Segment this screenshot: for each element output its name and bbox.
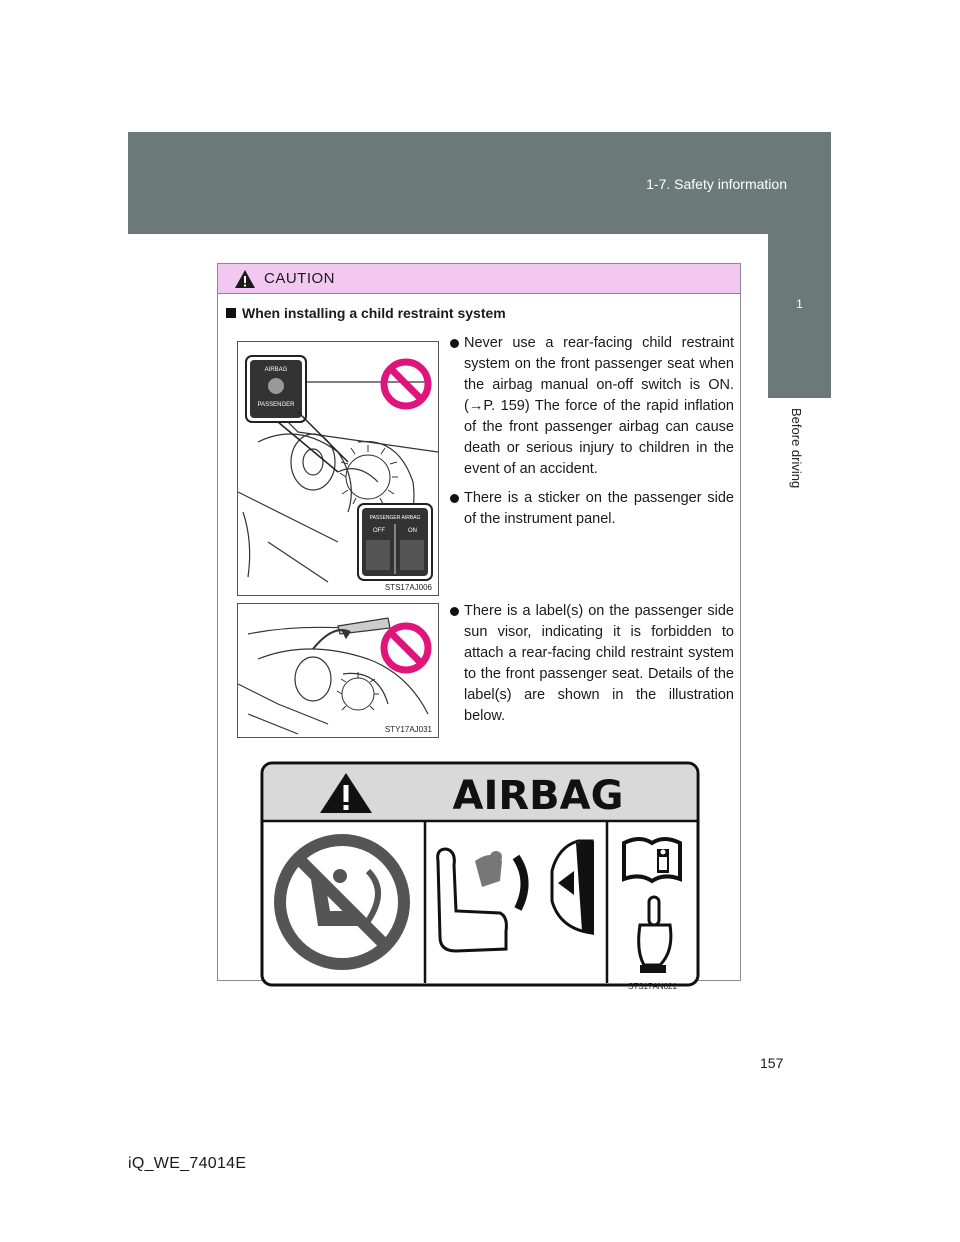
svg-text:AIRBAG: AIRBAG (452, 773, 624, 819)
dashboard-illustration (238, 342, 438, 595)
bullet-dot-icon (450, 494, 459, 503)
prohibition-icon-1 (384, 362, 428, 406)
chapter-label: Before driving (789, 408, 804, 489)
figure-sun-visor (237, 603, 439, 738)
square-bullet-icon (226, 308, 236, 318)
sun-visor-illustration (238, 604, 438, 737)
bullet-item: There is a label(s) on the passenger side sun visor, indicating it is forbidden to attach a rear-facing child restraint system to the front passenger seat. Details of the label(s) are shown in the illustration below. (446, 601, 734, 727)
svg-text:ON: ON (408, 528, 417, 534)
figure-instrument-panel (237, 341, 439, 596)
figure-code: STS17AJ006 (384, 583, 432, 592)
document-code: iQ_WE_74014E (128, 1155, 247, 1172)
caution-title: CAUTION (264, 270, 335, 287)
chapter-number: 1 (796, 297, 803, 311)
chapter-tab (768, 234, 831, 398)
svg-text:AIRBAG: AIRBAG (264, 367, 288, 373)
bullet-list-2 (446, 601, 734, 735)
bullet-dot-icon (450, 339, 459, 348)
figure-code: STY17AJ031 (384, 725, 432, 734)
page-number: 157 (760, 1055, 784, 1071)
bullet-item: Never use a rear-facing child restraint system on the front passenger seat when the airbag manual on-off switch is ON. (→P. 159) The force of the rapid inflation of the front passenger airbag can cause death or serious injury to children in the event of an accident. (446, 333, 734, 480)
airbag-burst-icon (337, 672, 379, 710)
bullet-list-1 (446, 333, 734, 538)
header-band (128, 132, 831, 234)
svg-text:PASSENGER: PASSENGER (257, 402, 295, 408)
svg-text:PASSENGER AIRBAG: PASSENGER AIRBAG (369, 515, 421, 521)
caution-header (218, 264, 740, 294)
bullet-item: There is a sticker on the passenger side of the instrument panel. (446, 488, 734, 530)
airbag-warning-label (260, 761, 700, 987)
caution-subheading: When installing a child restraint system (226, 305, 506, 321)
sticker-inset (358, 504, 432, 580)
bullet-dot-icon (450, 607, 459, 616)
section-title: 1-7. Safety information (646, 176, 787, 192)
svg-text:OFF: OFF (373, 528, 385, 534)
warning-icon (234, 269, 256, 289)
manual-icon (624, 839, 680, 881)
label-figure-code: STS17AN021 (628, 982, 677, 991)
switch-panel-inset (246, 356, 348, 472)
prohibition-icon-2 (384, 626, 428, 670)
caution-box (217, 263, 741, 991)
